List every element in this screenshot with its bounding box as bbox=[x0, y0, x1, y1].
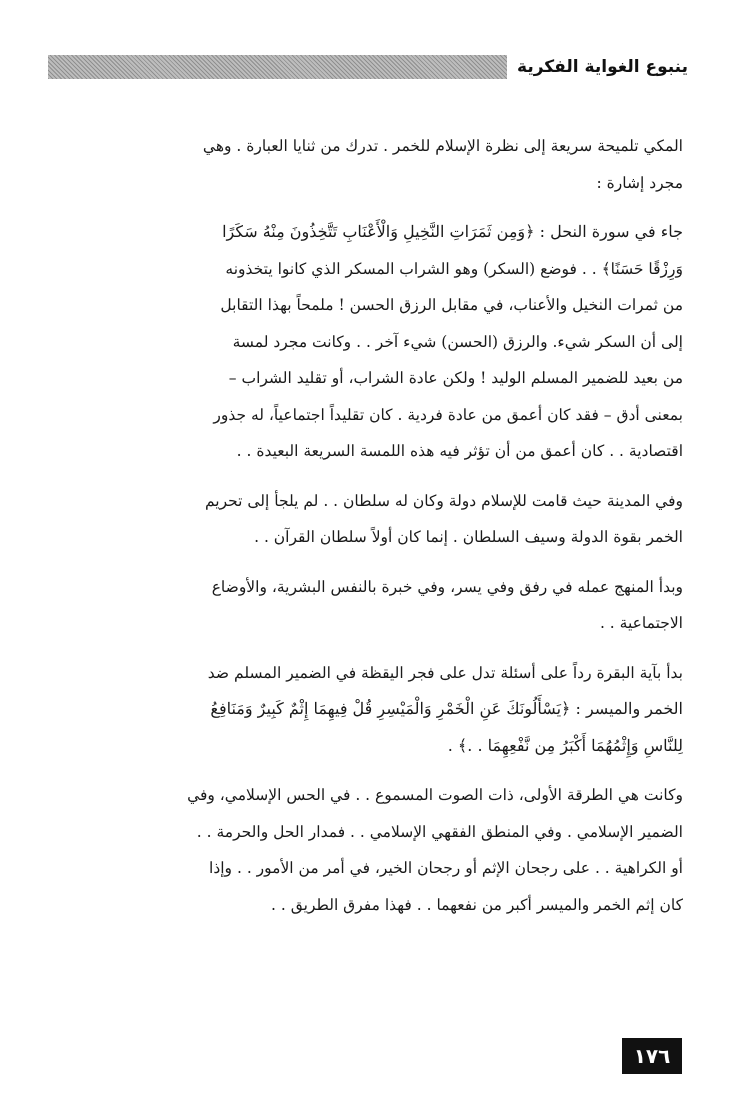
text-line: مجرد إشارة : bbox=[596, 173, 683, 192]
text-line: بدأ بآية البقرة رداً على أسئلة تدل على فجر اليقظة في الضمير المسلم ضد bbox=[207, 663, 683, 682]
text-line: كان إثم الخمر والميسر أكبر من نفعهما . . فهذا مفرق الطريق . . bbox=[271, 895, 683, 914]
text-line: وفي المدينة حيث قامت للإسلام دولة وكان له سلطان . . لم يلجأ إلى تحريم bbox=[204, 491, 683, 510]
text-line: أو الكراهية . . على رجحان الإثم أو رجحان الخير، في أمر من الأمور . . وإذا bbox=[209, 859, 683, 877]
paragraph bbox=[76, 214, 683, 470]
text-line: من بعيد للضمير المسلم الوليد ! ولكن عادة الشراب، أو تقليد الشراب – bbox=[228, 369, 683, 387]
header-decorative-bar bbox=[48, 55, 507, 79]
text-line: اقتصادية . . كان أعمق من أن تؤثر فيه هذه اللمسة السريعة البعيدة . . bbox=[236, 442, 683, 460]
text-line: الخمر والميسر : ﴿يَسْأَلُونَكَ عَنِ الْخَمْرِ وَالْمَيْسِرِ قُلْ فِيهِمَا إِثْمٌ كَبِيرٌ وَمَنَافِعُ bbox=[210, 699, 683, 718]
text-line: الخمر بقوة الدولة وسيف السلطان . إنما كان أولاً سلطان القرآن . . bbox=[254, 528, 683, 546]
paragraph bbox=[76, 655, 683, 765]
paragraph bbox=[76, 483, 683, 556]
running-header bbox=[48, 52, 688, 82]
paragraph bbox=[76, 777, 683, 923]
paragraph bbox=[76, 128, 683, 201]
text-line: الاجتماعية . . bbox=[599, 614, 683, 632]
text-line: وكانت هي الطرقة الأولى، ذات الصوت المسموع . . في الحس الإسلامي، وفي bbox=[187, 786, 683, 804]
text-line: وَرِزْقًا حَسَنًا﴾ . . فوضع (السكر) وهو الشراب المسكر الذي كانوا يتخذونه bbox=[225, 259, 683, 278]
text-line: المكي تلميحة سريعة إلى نظرة الإسلام للخمر . تدرك من ثنايا العبارة . وهي bbox=[202, 137, 683, 155]
text-line: لِلنَّاسِ وَإِثْمُهُمَا أَكْبَرُ مِن نَّفْعِهِمَا . .﴾ . bbox=[447, 735, 683, 755]
text-line: جاء في سورة النحل : ﴿وَمِن ثَمَرَاتِ النَّخِيلِ وَالْأَعْنَابِ تَتَّخِذُونَ مِنْهُ سَكَرًا bbox=[222, 222, 683, 241]
text-line: الضمير الإسلامي . وفي المنطق الفقهي الإسلامي . . فمدار الحل والحرمة . . bbox=[196, 822, 683, 841]
chapter-title: ينبوع الغواية الفكرية bbox=[517, 57, 688, 77]
page-number: ١٧٦ bbox=[622, 1038, 682, 1074]
paragraph bbox=[76, 569, 683, 642]
text-line: إلى أن السكر شيء. والرزق (الحسن) شيء آخر . . وكانت مجرد لمسة bbox=[232, 332, 683, 351]
text-line: وبدأ المنهج عمله في رفق وفي يسر، وفي خبرة بالنفس البشرية، والأوضاع bbox=[211, 577, 683, 596]
text-line: بمعنى أدق – فقد كان أعمق من عادة فردية . كان تقليداً اجتماعياً، له جذور bbox=[213, 405, 683, 424]
body-text bbox=[76, 128, 683, 936]
text-line: من ثمرات النخيل والأعناب، في مقابل الرزق الحسن ! ملمحاً بهذا التقابل bbox=[220, 296, 683, 314]
